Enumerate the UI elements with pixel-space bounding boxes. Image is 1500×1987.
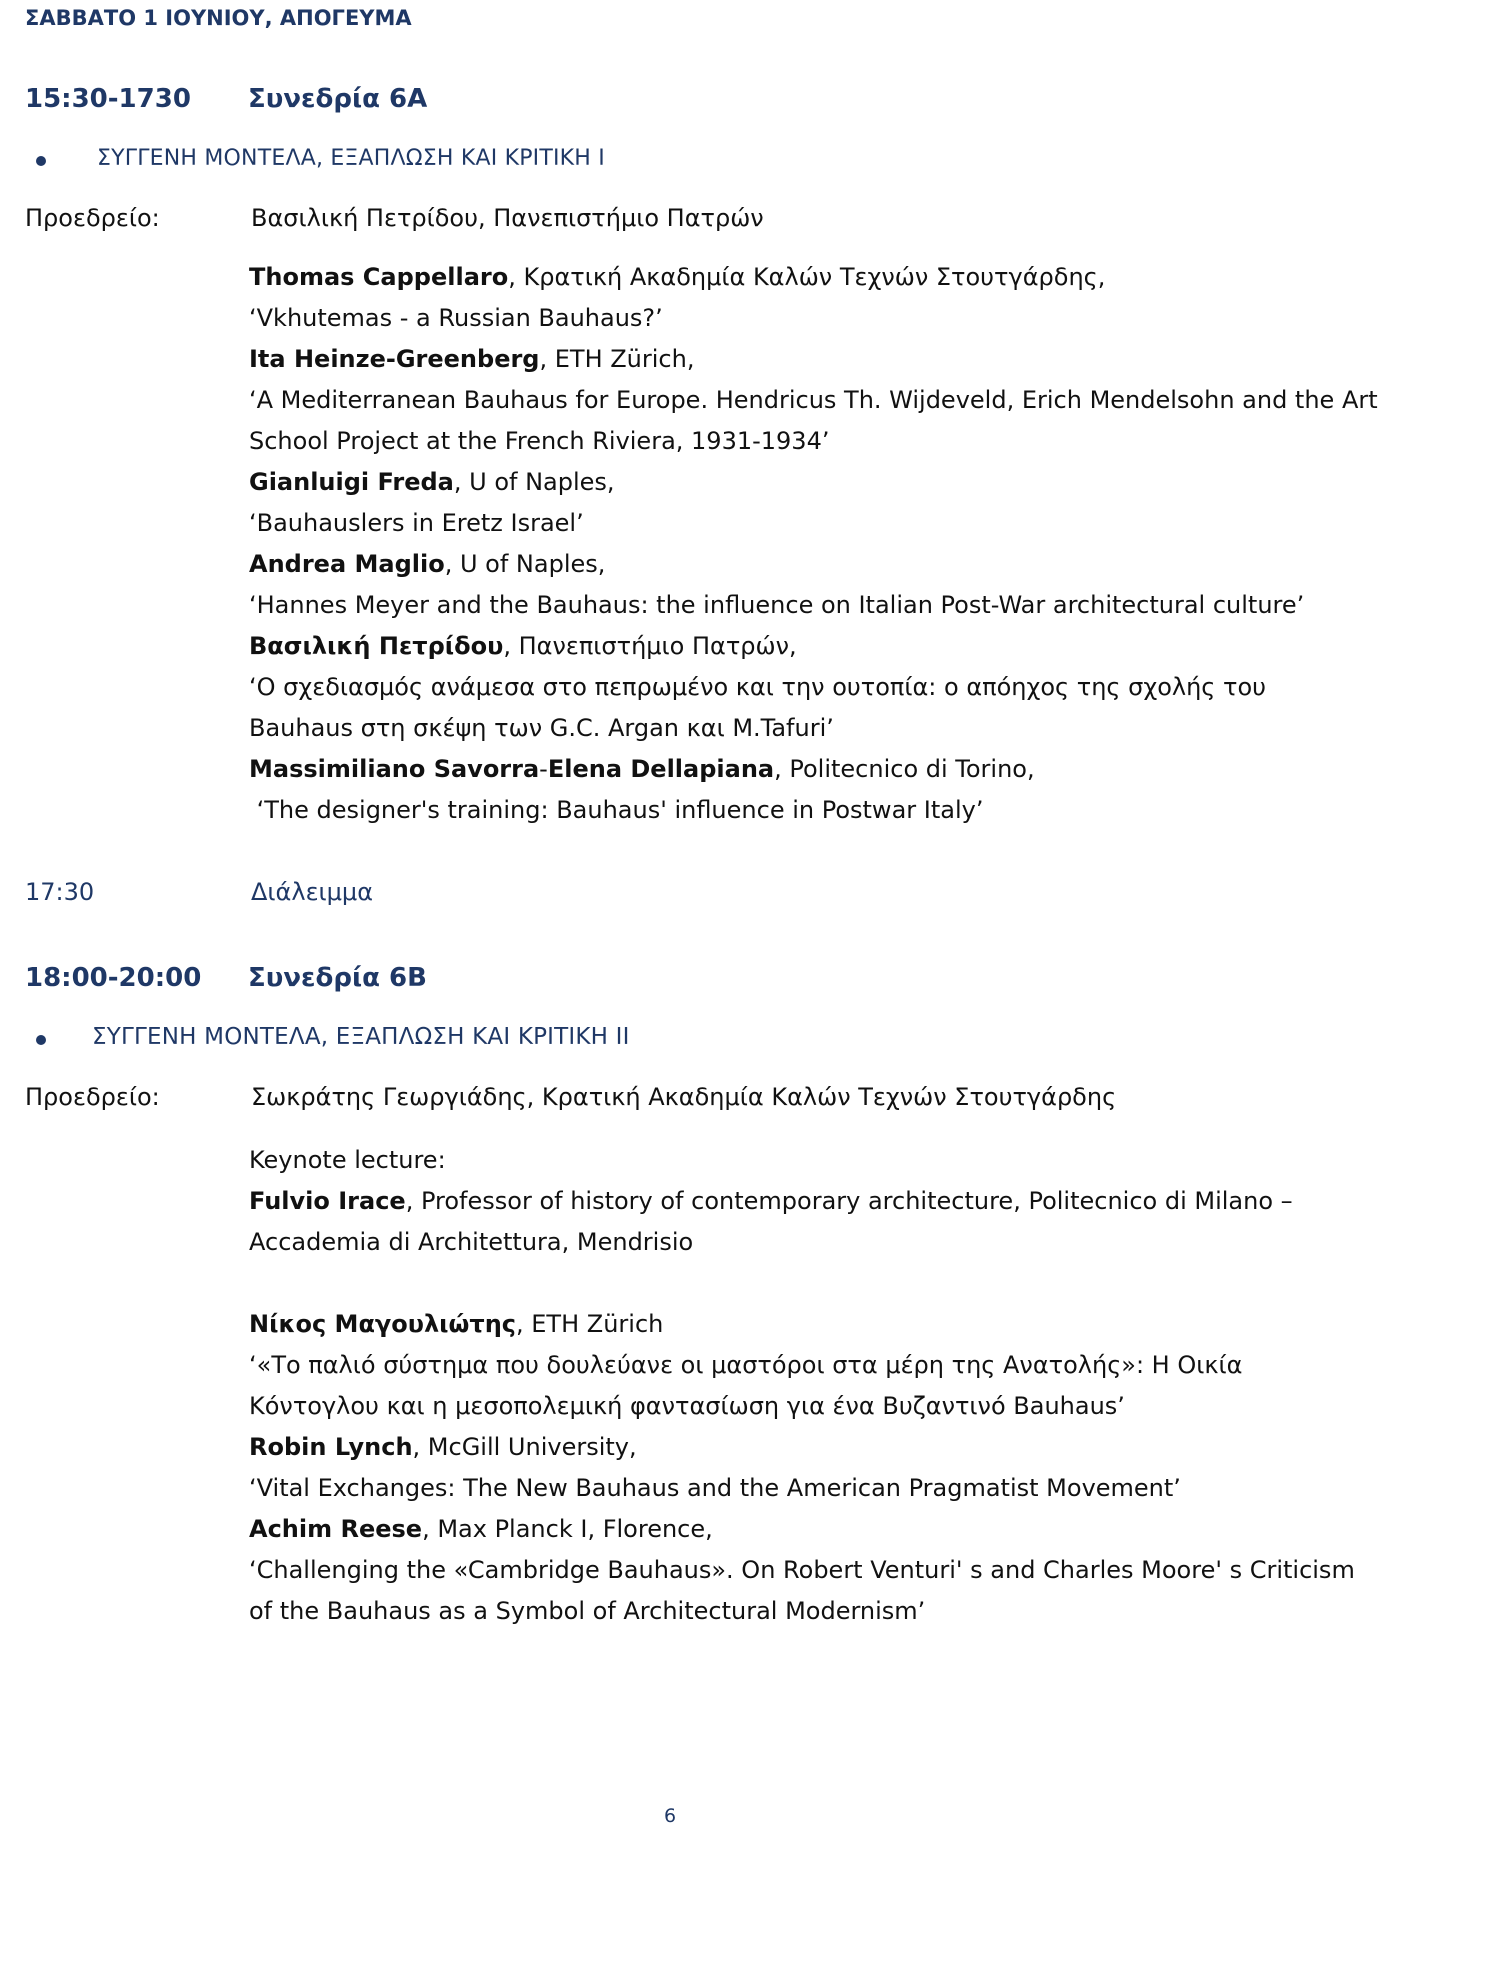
talk-title: School Project at the French Riviera, 1931-1934’ xyxy=(249,427,830,455)
talk-title: ‘Vkhutemas - a Russian Bauhaus?’ xyxy=(249,304,663,332)
talk-title: ‘A Mediterranean Bauhaus for Europe. Hendricus Th. Wijdeveld, Erich Mendelsohn and the Art xyxy=(249,386,1378,414)
talk-title: ‘Vital Exchanges: The New Bauhaus and the American Pragmatist Movement’ xyxy=(249,1474,1181,1502)
speaker-name: Ita Heinze-Greenberg xyxy=(249,345,540,373)
page-number: 6 xyxy=(664,1805,677,1827)
speaker-name: Gianluigi Freda xyxy=(249,468,454,496)
bullet-icon xyxy=(36,156,46,166)
speaker-line xyxy=(249,462,615,503)
break-time: 17:30 xyxy=(25,878,95,906)
speaker-name: Robin Lynch xyxy=(249,1433,413,1461)
talk-title: ‘Ο σχεδιασμός ανάμεσα στο πεπρωμένο και την ουτοπία: ο απόηχος της σχολής του xyxy=(249,673,1267,701)
talk-title: Κόντογλου και η μεσοπολεμική φαντασίωση για ένα Βυζαντινό Bauhaus’ xyxy=(249,1392,1125,1420)
session-track: ΣΥΓΓΕΝΗ ΜΟΝΤΕΛΑ, ΕΞΑΠΛΩΣΗ ΚΑΙ ΚΡΙΤΙΚΗ ΙΙ xyxy=(92,1024,630,1050)
speaker-affiliation: , Κρατική Ακαδημία Καλών Τεχνών Στουτγάρδης, xyxy=(508,263,1106,291)
speaker-name: Achim Reese xyxy=(249,1515,423,1543)
session-title: Συνεδρία 6Β xyxy=(248,963,427,993)
break-label: Διάλειμμα xyxy=(251,878,374,906)
speaker-affiliation: , ETH Zürich xyxy=(516,1310,664,1338)
speaker-affiliation: , ETH Zürich, xyxy=(539,345,695,373)
speaker-line xyxy=(249,339,694,380)
session-title: Συνεδρία 6Α xyxy=(248,84,428,114)
speaker-name: Thomas Cappellaro xyxy=(249,263,509,291)
session-time: 15:30-1730 xyxy=(25,84,191,114)
session-track: ΣΥΓΓΕΝΗ ΜΟΝΤΕΛΑ, ΕΞΑΠΛΩΣΗ ΚΑΙ ΚΡΙΤΙΚΗ Ι xyxy=(97,146,605,171)
chair-name: Βασιλική Πετρίδου, Πανεπιστήμιο Πατρών xyxy=(251,204,764,232)
speaker-affiliation: , McGill University, xyxy=(412,1433,637,1461)
speaker-line xyxy=(249,257,1105,298)
speaker-affiliation: , Πανεπιστήμιο Πατρών, xyxy=(503,632,797,660)
talk-title: Bauhaus στη σκέψη των G.C. Argan και M.Tafuri’ xyxy=(249,714,834,742)
talk-title: ‘Bauhauslers in Eretz Israel’ xyxy=(249,509,584,537)
speaker-line xyxy=(249,544,605,585)
speaker-line xyxy=(249,749,1035,790)
keynote-label: Keynote lecture: xyxy=(249,1146,446,1174)
speaker-affiliation: , Politecnico di Torino, xyxy=(774,755,1035,783)
speaker-affiliation: Accademia di Architettura, Mendrisio xyxy=(249,1228,694,1256)
speaker-line xyxy=(249,1509,713,1550)
chair-name: Σωκράτης Γεωργιάδης, Κρατική Ακαδημία Καλών Τεχνών Στουτγάρδης xyxy=(251,1083,1117,1111)
day-header: ΣΑΒΒΑΤΟ 1 ΙΟΥΝΙΟΥ, ΑΠΟΓΕΥΜΑ xyxy=(25,6,412,30)
speaker-name: Νίκος Μαγουλιώτης xyxy=(249,1310,516,1338)
name-separator: - xyxy=(539,755,548,783)
speaker-line xyxy=(249,1427,637,1468)
speaker-name: Andrea Maglio xyxy=(249,550,445,578)
speaker-affiliation: , Professor of history of contemporary architecture, Politecnico di Milano – xyxy=(405,1187,1293,1215)
speaker-line xyxy=(249,626,797,667)
chair-label: Προεδρείο: xyxy=(25,1083,160,1111)
speaker-name: Fulvio Irace xyxy=(249,1187,406,1215)
bullet-icon xyxy=(36,1035,46,1045)
speaker-name: Massimiliano Savorra xyxy=(249,755,540,783)
talk-title: of the Bauhaus as a Symbol of Architectural Modernism’ xyxy=(249,1597,926,1625)
speaker-line xyxy=(249,1304,663,1345)
speaker-name: Βασιλική Πετρίδου xyxy=(249,632,504,660)
speaker-affiliation: , U of Naples, xyxy=(444,550,606,578)
speaker-affiliation: , Max Planck I, Florence, xyxy=(422,1515,713,1543)
talk-title: ‘Hannes Meyer and the Bauhaus: the influence on Italian Post-War architectural culture’ xyxy=(249,591,1305,619)
chair-label: Προεδρείο: xyxy=(25,204,160,232)
talk-title: ‘The designer's training: Bauhaus' influence in Postwar Italy’ xyxy=(249,796,984,824)
speaker-line xyxy=(249,1181,1293,1222)
speaker-name: Elena Dellapiana xyxy=(547,755,775,783)
talk-title: ‘«Το παλιό σύστημα που δουλεύανε οι μαστόροι στα μέρη της Ανατολής»: Η Οικία xyxy=(249,1351,1243,1379)
talk-title: ‘Challenging the «Cambridge Bauhaus». On Robert Venturi' s and Charles Moore' s Criticism xyxy=(249,1556,1355,1584)
speaker-affiliation: , U of Naples, xyxy=(453,468,615,496)
session-time: 18:00-20:00 xyxy=(25,963,202,993)
